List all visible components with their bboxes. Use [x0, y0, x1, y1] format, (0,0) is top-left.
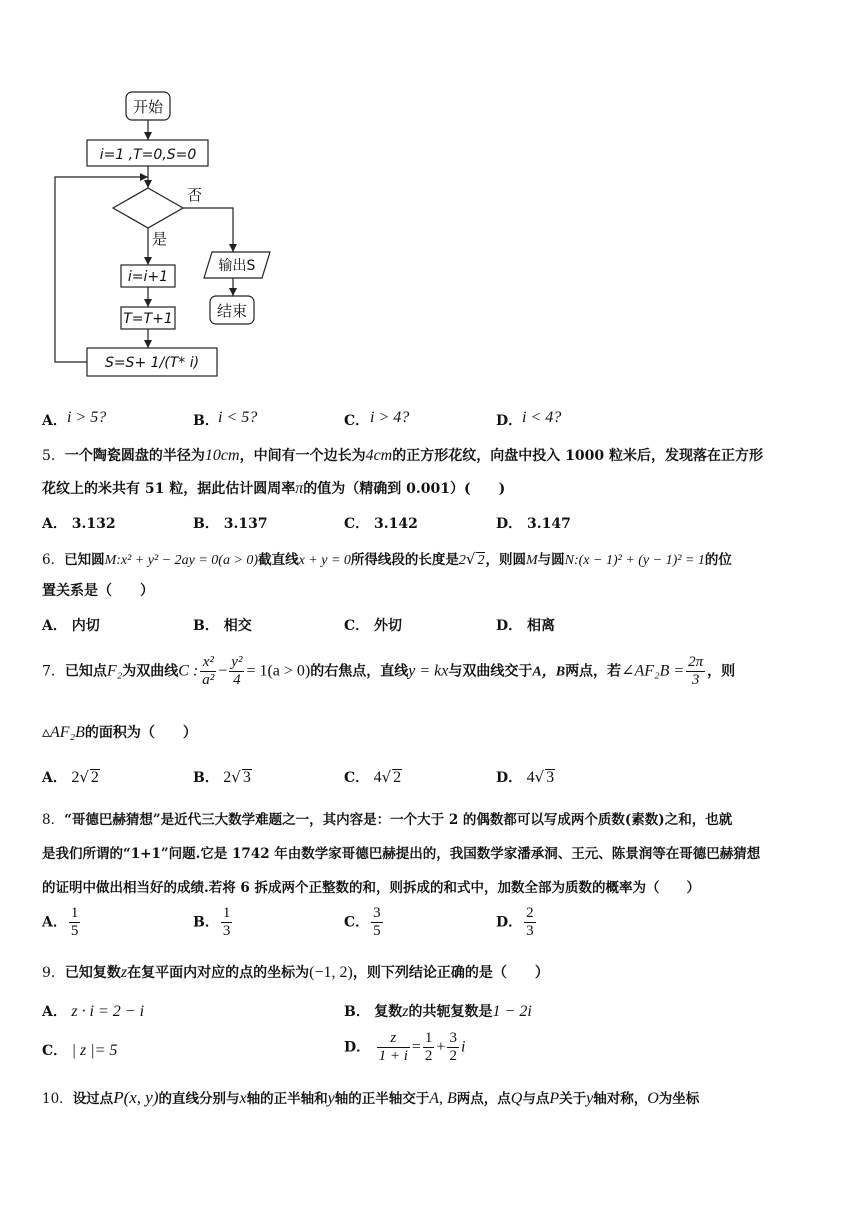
q10-text: 与点 [522, 1091, 550, 1107]
q7-option-c[interactable]: C． 4√ 2 [344, 768, 402, 786]
q6-option-b[interactable]: B． 相交 [193, 618, 252, 634]
q6-length: 2√ 2 [458, 550, 485, 568]
q8-number: 8． [42, 812, 65, 828]
flow-yes-label: 是 [152, 230, 168, 248]
q5-radius: 10cm [204, 447, 240, 464]
q6-option-a[interactable]: A． 内切 [42, 618, 100, 634]
q4-option-a[interactable]: i > 5? [67, 409, 107, 426]
q10-p: P [549, 1090, 560, 1107]
q7-text: 的面积为（ ） [84, 725, 197, 741]
q7-c: C : [178, 662, 199, 680]
q7-text: ，则 [707, 663, 736, 680]
q4-option-b[interactable]: i < 5? [218, 409, 258, 426]
q9-point: (−1, 2) [309, 964, 353, 981]
q4-option-a-letter: A． [42, 413, 67, 429]
q9-option-d[interactable]: D． $\frac{z}{1 + i}$ = $\frac{1}{2}$ + $\frac{3}{2}$ i [344, 1030, 466, 1064]
q7-number: 7． [42, 663, 65, 680]
q7-eq: = 1(a > 0) [246, 662, 311, 680]
q9-option-a[interactable]: A． z · i = 2 − i [42, 1003, 145, 1020]
flow-end-label: 结束 [216, 302, 248, 320]
q10-text: 轴的正半轴和 [246, 1091, 328, 1107]
q8-line2: 是我们所谓的“1+1”问题.它是 1742 年由数学家哥德巴赫提出的，我国数学家潘承洞、王元、陈景润等在哥德巴赫猜想 [42, 846, 761, 862]
q7-option-d[interactable]: D． 4√ 3 [496, 768, 555, 786]
q9-z: z [120, 964, 128, 981]
q10-o: O [647, 1090, 659, 1107]
q6-circle-m: M:x² + y² − 2ay = 0(a > 0) [104, 553, 259, 568]
q7-frac-x: $\frac{\text{x²}}{\text{a²}}$ [202, 654, 215, 688]
q6-text: 已知圆 [64, 552, 105, 568]
q6-text: 与圆 [537, 552, 565, 568]
q5-text: ，中间有一个边长为 [239, 448, 366, 464]
q7-text: 与双曲线交于 [448, 663, 533, 680]
q8-option-c[interactable]: C． $\frac{3}{5}$ [344, 905, 381, 939]
q10-text: 设过点 [72, 1091, 114, 1107]
q4-option-c[interactable]: i > 4? [370, 409, 410, 426]
q10-text: 轴对称， [593, 1091, 648, 1107]
flow-start-label: 开始 [132, 98, 164, 116]
q7-angle: ∠AF₂B = [621, 662, 685, 680]
q8-option-a[interactable]: A． $\frac{1}{5}$ [42, 905, 79, 939]
q5-option-c[interactable]: C． 3.142 [344, 516, 418, 532]
q6-circle-n: N:(x − 1)² + (y − 1)² = 1 [564, 553, 705, 568]
q8-line3: 的证明中做出相当好的成绩.若将 6 拆成两个正整数的和，则拆成的和式中，加数全部为质数的概率为（ ） [42, 880, 700, 896]
q8-option-d[interactable]: D． $\frac{2}{3}$ [496, 905, 534, 939]
q7-text: 为双曲线 [122, 663, 179, 680]
q6-line: x + y = 0 [298, 553, 351, 568]
q7-text: 已知点 [64, 663, 107, 680]
flow-step-i-label: i=i+1 [127, 269, 169, 285]
flowchart [0, 0, 300, 400]
q9-option-b[interactable]: B． 复数z的共轭复数是1 − 2i [344, 1003, 532, 1020]
flow-step-s-label: S=S+ 1/(T* i) [104, 355, 200, 371]
q4-option-b-letter: B． [193, 413, 219, 429]
q10-text: 两点，点 [456, 1091, 511, 1107]
q10-text: 关于 [559, 1091, 587, 1107]
q5-option-b[interactable]: B． 3.137 [193, 516, 268, 532]
q7-frac-y: $\frac{\text{y²}}{4}$ [231, 654, 243, 688]
q5-text: 的正方形花纹，向盘中投入 1000 粒米后，发现落在正方形 [392, 448, 763, 464]
q10-text: 轴的正半轴交于 [334, 1091, 430, 1107]
q10-x: x [239, 1090, 247, 1107]
q7-triangle: ▵AF₂B [42, 724, 85, 741]
q5-text: 的值为（精确到 0.001）( ) [303, 481, 506, 497]
q7-text: 的右焦点，直线 [310, 663, 409, 680]
q6-option-c[interactable]: C． 外切 [344, 618, 403, 634]
q5-number: 5． [42, 448, 65, 464]
q8-option-b[interactable]: B． $\frac{1}{3}$ [193, 905, 231, 939]
q10-ab: A, B [429, 1090, 457, 1107]
q7-ab: A，B [532, 664, 566, 680]
q6-option-d[interactable]: D． 相离 [496, 618, 556, 634]
q10-y2: y [586, 1090, 594, 1107]
q6-number: 6． [42, 552, 65, 568]
q6-text: ，则圆 [485, 552, 526, 568]
q5-option-d[interactable]: D． 3.147 [496, 516, 571, 532]
flow-decision-diamond [113, 188, 183, 228]
flow-step-t-label: T=T+1 [123, 311, 173, 327]
q5-text: 花纹上的米共有 51 粒，据此估计圆周率 [42, 481, 296, 497]
flow-no-label: 否 [187, 186, 203, 204]
q9-option-c[interactable]: C． | z |= 5 [42, 1042, 118, 1059]
q4-option-d-letter: D． [496, 413, 523, 429]
flow-output-label: 输出S [218, 258, 256, 274]
q7-option-b[interactable]: B． 2√ 3 [193, 768, 251, 786]
q10-q: Q [510, 1090, 523, 1107]
q7-text: 两点，若 [565, 663, 622, 680]
q6-text: 所得线段的长度是 [350, 552, 459, 568]
q10-point-p: P(x, y) [113, 1088, 159, 1107]
q7-frac-angle: $\frac{2\pi}{3}$ [688, 654, 704, 688]
q10-number: 10． [42, 1091, 73, 1107]
q5-option-a[interactable]: A． 3.132 [42, 516, 116, 532]
q5-pi: π [295, 480, 304, 497]
q9-text: 在复平面内对应的点的坐标为 [127, 965, 310, 981]
q4-option-d[interactable]: i < 4? [522, 409, 562, 426]
q6-line2: 置关系是（ ） [42, 583, 154, 599]
q8-line1: “哥德巴赫猜想”是近代三大数学难题之一，其内容是：一个大于 2 的偶数都可以写成两个质数(素数)之和，也就 [64, 812, 733, 828]
q9-text: 已知复数 [64, 965, 121, 981]
q7-option-a[interactable]: A． 2√ 2 [42, 768, 99, 786]
q9-number: 9． [42, 965, 65, 981]
q9-text: ，则下列结论正确的是（ ） [352, 965, 549, 981]
q5-text: 一个陶瓷圆盘的半径为 [64, 448, 205, 464]
q6-m: M [525, 553, 538, 568]
q10-y: y [327, 1090, 335, 1107]
flow-init-label: i=1 ,T=0,S=0 [99, 147, 197, 163]
q10-text: 为坐标 [658, 1091, 700, 1107]
q6-text: 的位 [704, 552, 732, 568]
q5-side: 4cm [365, 447, 393, 464]
q10-text: 的直线分别与 [158, 1091, 240, 1107]
q4-option-c-letter: C． [344, 413, 370, 429]
q6-text: 截直线 [258, 552, 299, 568]
q7-line: y = kx [408, 662, 449, 680]
q7-f2: F₂ [106, 662, 123, 680]
